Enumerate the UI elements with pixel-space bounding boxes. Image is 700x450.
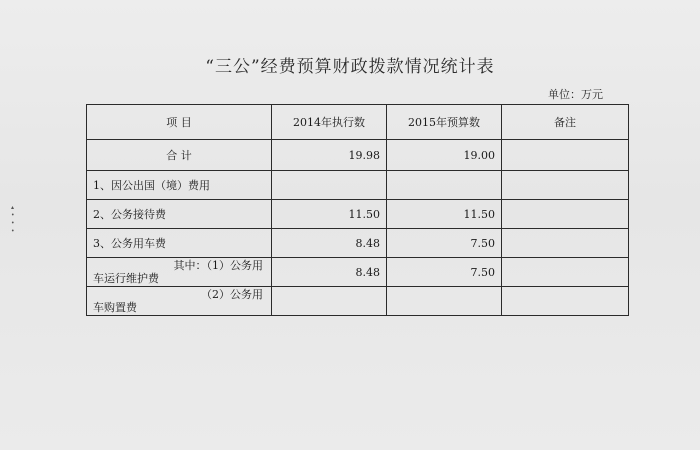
row-item-line1: 其中：（1）公务用 (173, 259, 263, 272)
row-item-line1: （2）公务用 (201, 288, 263, 301)
row-item (87, 258, 272, 287)
row-note (502, 258, 629, 287)
table-row-total (87, 140, 629, 171)
header-2014: 2014年执行数 (272, 105, 387, 140)
row-item-line2: 车运行维护费 (93, 272, 159, 285)
row-2015: 7.50 (387, 229, 502, 258)
table-header-row (87, 105, 629, 140)
row-2014: 8.48 (272, 229, 387, 258)
total-2014: 19.98 (272, 140, 387, 171)
total-label: 合 计 (87, 140, 272, 171)
table-row (87, 287, 629, 316)
table-row (87, 171, 629, 200)
budget-table (86, 104, 629, 316)
row-item (87, 287, 272, 316)
row-item: 1、因公出国（境）费用 (87, 171, 272, 200)
header-note: 备注 (502, 105, 629, 140)
table-row (87, 229, 629, 258)
row-item: 3、公务用车费 (87, 229, 272, 258)
row-2015 (387, 171, 502, 200)
row-2014: 8.48 (272, 258, 387, 287)
binding-marks: ▴ • • • (11, 204, 15, 235)
header-item: 项 目 (87, 105, 272, 140)
row-2015 (387, 287, 502, 316)
row-2014 (272, 287, 387, 316)
row-note (502, 229, 629, 258)
row-2015: 7.50 (387, 258, 502, 287)
table-row (87, 200, 629, 229)
row-2014: 11.50 (272, 200, 387, 229)
unit-label: 单位：万元 (548, 88, 603, 101)
row-note (502, 171, 629, 200)
row-note (502, 287, 629, 316)
row-2015: 11.50 (387, 200, 502, 229)
table-row (87, 258, 629, 287)
document-title: “三公”经费预算财政拨款情况统计表 (205, 57, 495, 77)
row-note (502, 200, 629, 229)
row-2014 (272, 171, 387, 200)
total-2015: 19.00 (387, 140, 502, 171)
row-item-line2: 车购置费 (93, 301, 137, 314)
row-item: 2、公务接待费 (87, 200, 272, 229)
header-2015: 2015年预算数 (387, 105, 502, 140)
total-note (502, 140, 629, 171)
